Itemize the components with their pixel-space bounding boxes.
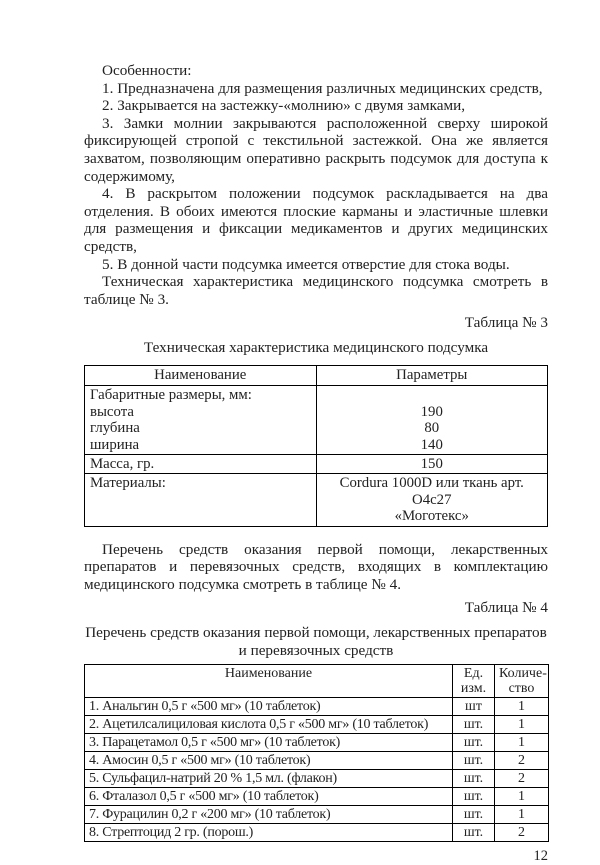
feature-item-1: 1. Предназначена для размещения различных медицинских средств, (102, 79, 543, 97)
materials-value-line2: «Моготекс» (394, 508, 469, 525)
table-row (85, 474, 548, 526)
table4-label: Таблица № 4 (464, 599, 548, 617)
dimension-blank-value (322, 387, 543, 403)
table-row (85, 770, 549, 788)
item-qty: 1 (495, 698, 549, 716)
table-row (85, 824, 549, 842)
table-row (85, 386, 548, 455)
unit-header-line2: изм. (460, 681, 487, 697)
mass-label: Масса, гр. (85, 454, 317, 473)
table4-col-header-qty (495, 665, 549, 698)
dimension-depth-label: глубина (90, 420, 140, 437)
dimensions-value-cell (316, 386, 548, 455)
item-qty: 1 (495, 788, 549, 806)
table3-header-row (85, 366, 548, 386)
item-name: 3. Парацетамол 0,5 г «500 мг» (10 таблеток) (85, 734, 453, 752)
table3-col-header-name: Наименование (85, 366, 317, 386)
item-qty: 2 (495, 824, 549, 842)
table-row (85, 752, 549, 770)
materials-label: Материалы: (85, 474, 317, 526)
feature-item-2: 2. Закрывается на застежку-«молнию» с двумя замками, (102, 97, 465, 115)
table-row (85, 454, 548, 473)
table4-col-header-unit (453, 665, 495, 698)
table4-title: Перечень средств оказания первой помощи, лекарственных препаратов и перевязочных средств (85, 624, 547, 660)
dimension-height-value: 190 (420, 403, 443, 420)
table4-col-header-name: Наименование (85, 665, 453, 698)
table4 (84, 664, 549, 842)
item-name: 1. Анальгин 0,5 г «500 мг» (10 таблеток) (85, 698, 453, 716)
item-unit: шт. (453, 770, 495, 788)
page-number: 12 (533, 848, 548, 865)
item-name: 4. Амосин 0,5 г «500 мг» (10 таблеток) (85, 752, 453, 770)
dimension-height-label: высота (90, 403, 134, 420)
item-qty: 2 (495, 752, 549, 770)
item-unit: шт. (453, 806, 495, 824)
unit-header-line1: Ед. (463, 666, 484, 682)
item-name: 5. Сульфацил-натрий 20 % 1,5 мл. (флакон) (85, 770, 453, 788)
feature-item-4: 4. В раскрытом положении подсумок раскладывается на два отделения. В обоих имеются плоские карманы и эластичные шлевки для размещения и фиксации медикаментов и других медицинских средств, (84, 185, 548, 255)
table3-label: Таблица № 3 (464, 314, 548, 332)
table-row (85, 734, 549, 752)
item-unit: шт. (453, 734, 495, 752)
features-note: Техническая характеристика медицинского подсумка смотреть в таблице № 3. (84, 273, 548, 308)
table-row (85, 716, 549, 734)
materials-value (316, 474, 548, 526)
dimension-width-value: 140 (420, 436, 443, 453)
dimension-depth-value: 80 (424, 420, 440, 437)
item-name: 8. Стрептоцид 2 гр. (порош.) (85, 824, 453, 842)
item-qty: 1 (495, 806, 549, 824)
materials-value-line1: Cordura 1000D или ткань арт. О4с27 (339, 475, 524, 508)
item-qty: 1 (495, 734, 549, 752)
table3 (84, 365, 548, 526)
table4-header-row (85, 665, 549, 698)
item-name: 6. Фталазол 0,5 г «500 мг» (10 таблеток) (85, 788, 453, 806)
item-name: 2. Ацетилсалициловая кислота 0,5 г «500 мг» (10 таблеток) (85, 716, 453, 734)
table-row (85, 788, 549, 806)
feature-item-3: 3. Замки молнии закрываются расположенной сверху широкой фиксирующей стропой с текстильной застежкой. Она же является захватом, позволяющим оперативно раскрыть подсумок для доступа к содержимому, (84, 114, 548, 185)
item-unit: шт. (453, 788, 495, 806)
table3-title: Техническая характеристика медицинского подсумка (143, 339, 489, 357)
qty-header-line2: ство (508, 681, 535, 697)
dimension-width-label: ширина (90, 436, 140, 453)
dimensions-group-label: Габаритные размеры, мм: (90, 387, 252, 404)
table3-col-header-params: Параметры (316, 366, 548, 386)
table-row (85, 698, 549, 716)
qty-header-line1: Количе- (499, 666, 547, 682)
item-unit: шт. (453, 824, 495, 842)
item-name: 7. Фурацилин 0,2 г «200 мг» (10 таблеток) (85, 806, 453, 824)
dimensions-name-cell (85, 386, 317, 455)
item-unit: шт. (453, 752, 495, 770)
mass-value: 150 (316, 454, 548, 473)
item-qty: 2 (495, 770, 549, 788)
table-row (85, 806, 549, 824)
feature-item-5: 5. В донной части подсумка имеется отверстие для стока воды. (102, 255, 510, 273)
item-unit: шт. (453, 716, 495, 734)
features-heading: Особенности: (102, 62, 192, 79)
item-qty: 1 (495, 716, 549, 734)
item-unit: шт (453, 698, 495, 716)
kit-note: Перечень средств оказания первой помощи, лекарственных препаратов и перевязочных средств, входящих в комплектацию медицинского подсумка смотреть в таблице № 4. (84, 540, 548, 593)
